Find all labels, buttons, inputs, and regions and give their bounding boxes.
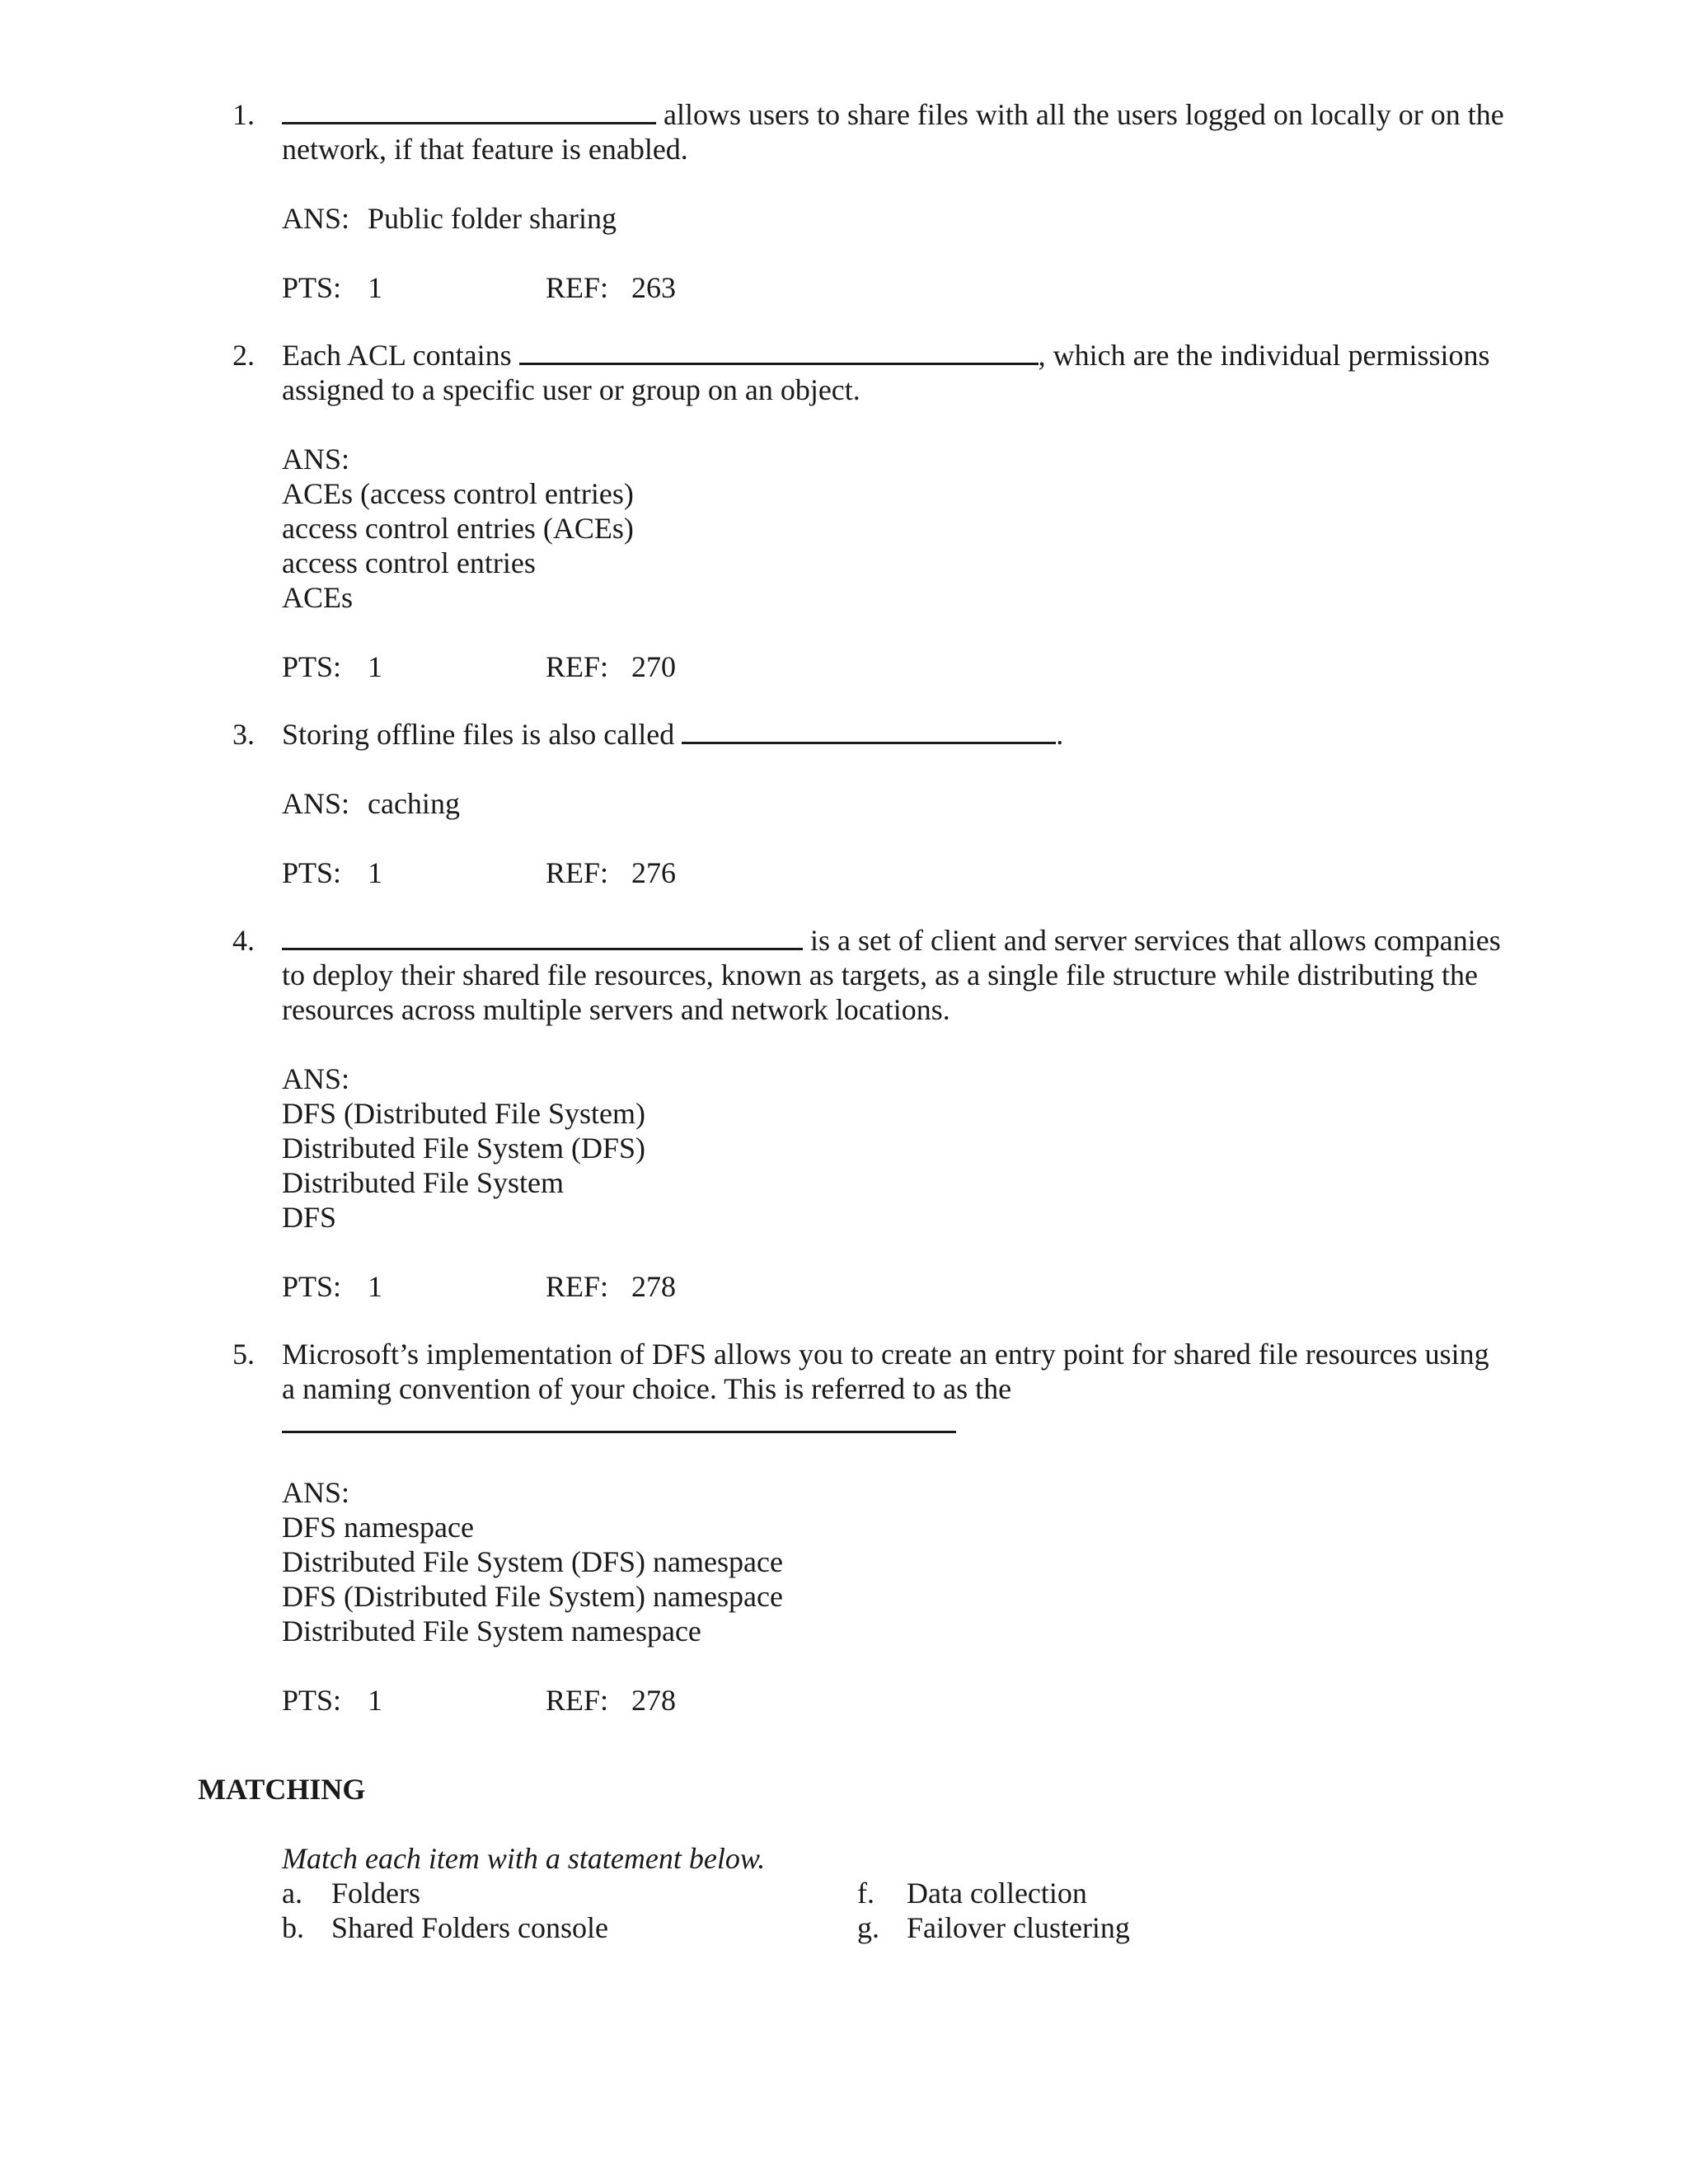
answer-line	[282, 786, 1518, 821]
answer-blank	[282, 1406, 956, 1433]
answer-blank	[682, 717, 1056, 744]
answer-line	[282, 201, 1518, 236]
question-text: a naming convention of your choice. This is referred to as the	[282, 1372, 1012, 1405]
question-text: , which are the individual permissions	[1038, 339, 1490, 372]
points-reference	[282, 649, 1518, 684]
ans-label: ANS:	[282, 1476, 350, 1509]
points-reference	[282, 1683, 1518, 1718]
ref-value: 276	[631, 856, 676, 889]
matching-left-column	[282, 1876, 608, 1945]
item-letter: b.	[282, 1911, 304, 1944]
answer-text: Distributed File System (DFS) namespace	[282, 1545, 783, 1578]
ans-label: ANS:	[282, 443, 350, 476]
ref-label: REF:	[546, 1684, 609, 1717]
ref-value: 263	[631, 271, 676, 304]
pts-label: PTS:	[282, 650, 342, 683]
pts-label: PTS:	[282, 271, 342, 304]
question-text: network, if that feature is enabled.	[282, 133, 688, 166]
pts-label: PTS:	[282, 1270, 342, 1303]
matching-item	[282, 1910, 608, 1945]
answer-text: ACEs (access control entries)	[282, 477, 634, 510]
ref-label: REF:	[546, 1270, 609, 1303]
points-reference	[282, 270, 1518, 305]
answer-text: access control entries (ACEs)	[282, 512, 634, 545]
answer-text: access control entries	[282, 546, 536, 579]
question-number: 1.	[232, 98, 255, 131]
points-reference	[282, 1269, 1518, 1304]
points-reference	[282, 855, 1518, 890]
matching-instructions: Match each item with a statement below.	[282, 1842, 766, 1875]
item-text: Shared Folders console	[331, 1911, 608, 1944]
matching-item	[282, 1876, 608, 1910]
question-number: 4.	[232, 924, 255, 957]
item-letter: a.	[282, 1877, 302, 1910]
question-text: is a set of client and server services that allows companies	[810, 924, 1501, 957]
section-title-matching: MATCHING	[198, 1773, 366, 1806]
ans-label: ANS:	[282, 1062, 350, 1095]
answer-blank	[282, 97, 656, 124]
question-text: to deploy their shared file resources, known as targets, as a single file structure while distributing the	[282, 958, 1478, 991]
ref-value: 278	[631, 1684, 676, 1717]
ans-label: ANS:	[282, 202, 350, 235]
item-text: Failover clustering	[907, 1911, 1130, 1944]
question-number: 2.	[232, 339, 255, 372]
item-text: Data collection	[907, 1877, 1087, 1910]
ref-value: 270	[631, 650, 676, 683]
pts-value: 1	[368, 1270, 382, 1303]
answer-text: DFS (Distributed File System)	[282, 1097, 646, 1130]
matching-right-column	[857, 1876, 1130, 1945]
question-text: Microsoft’s implementation of DFS allows you to create an entry point for shared file resources using	[282, 1338, 1489, 1371]
question-number: 3.	[232, 718, 255, 751]
pts-label: PTS:	[282, 1684, 342, 1717]
item-letter: g.	[857, 1911, 879, 1944]
item-text: Folders	[331, 1877, 420, 1910]
pts-value: 1	[368, 856, 382, 889]
question-number: 5.	[232, 1338, 255, 1371]
matching-block	[282, 1841, 1518, 1944]
answer-text: Distributed File System	[282, 1166, 564, 1199]
answer-text: DFS	[282, 1201, 337, 1234]
answer-blank	[519, 338, 1039, 365]
answer-text: ACEs	[282, 581, 354, 614]
answer-blank	[282, 923, 803, 950]
matching-item	[857, 1876, 1130, 1910]
answer-text: DFS (Distributed File System) namespace	[282, 1580, 783, 1613]
pts-value: 1	[368, 650, 382, 683]
question-text: allows users to share files with all the users logged on locally or on the	[663, 98, 1504, 131]
answer-text: Public folder sharing	[368, 202, 617, 235]
question-text: Each ACL contains	[282, 339, 512, 372]
ref-label: REF:	[546, 856, 609, 889]
answer-text: Distributed File System (DFS)	[282, 1132, 646, 1165]
pts-value: 1	[368, 1684, 382, 1717]
pts-value: 1	[368, 271, 382, 304]
ref-label: REF:	[546, 650, 609, 683]
question-text: assigned to a specific user or group on an object.	[282, 373, 860, 406]
ref-value: 278	[631, 1270, 676, 1303]
ans-label: ANS:	[282, 787, 350, 820]
matching-item	[857, 1910, 1130, 1945]
question-text: Storing offline files is also called	[282, 718, 675, 751]
question-text: .	[1056, 718, 1064, 751]
question-text: resources across multiple servers and network locations.	[282, 993, 950, 1026]
answer-text: Distributed File System namespace	[282, 1615, 701, 1647]
ref-label: REF:	[546, 271, 609, 304]
answer-text: DFS namespace	[282, 1511, 474, 1544]
item-letter: f.	[857, 1877, 874, 1910]
answer-text: caching	[368, 787, 460, 820]
pts-label: PTS:	[282, 856, 342, 889]
